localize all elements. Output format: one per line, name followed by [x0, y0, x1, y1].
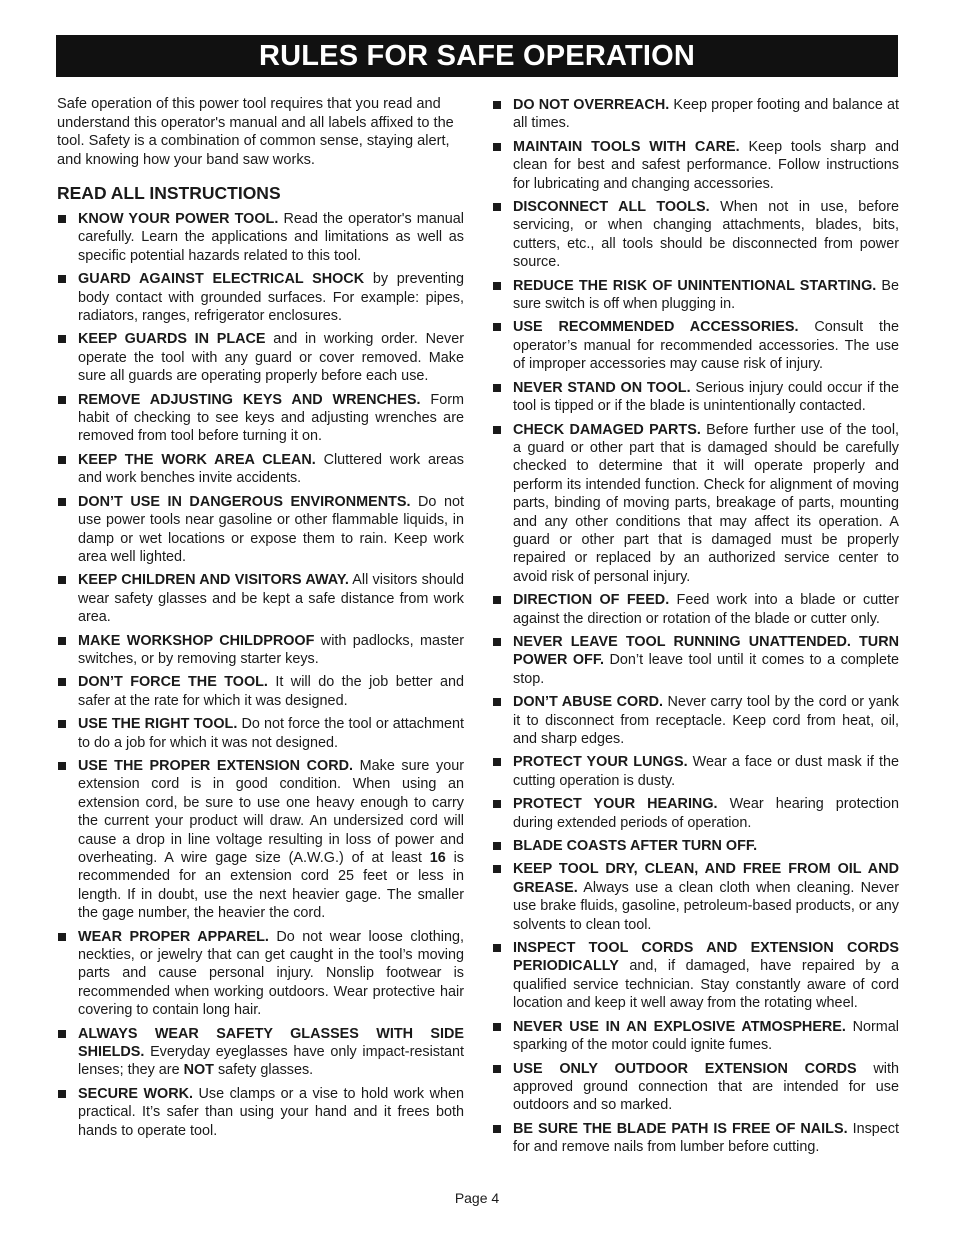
rule-title: SECURE WORK.	[78, 1085, 194, 1102]
rule-text: with approved ground connection that are intended for use outdoors and so marked.	[513, 1060, 899, 1114]
rule-item	[57, 451, 464, 488]
rule-title: DON’T USE IN DANGEROUS ENVIRONMENTS.	[78, 493, 411, 510]
rule-text: Be sure switch is off when plugging in.	[513, 277, 899, 313]
rule-emphasis: 16	[429, 850, 446, 866]
section-heading: READ ALL INSTRUCTIONS	[57, 183, 281, 203]
bullet-square-icon	[493, 143, 501, 151]
rule-item	[57, 210, 464, 265]
bullet-square-icon	[493, 698, 501, 706]
rule-title: KEEP GUARDS IN PLACE	[78, 331, 266, 348]
bullet-square-icon	[58, 456, 66, 464]
rule-item	[57, 928, 464, 1020]
rule-item	[492, 318, 899, 373]
rule-item	[492, 939, 899, 1013]
rule-item	[492, 753, 899, 790]
rule-text: Inspect for and remove nails from lumber before cutting.	[513, 1120, 899, 1156]
rule-item	[492, 96, 899, 133]
rule-title: NEVER USE IN AN EXPLOSIVE ATMOSPHERE.	[513, 1018, 846, 1035]
rule-text: Always use a clean cloth when cleaning. Never use brake fluids, gasoline, petroleum-based products, or any solvents to clean tool.	[513, 879, 899, 933]
rule-item	[57, 673, 464, 710]
rule-text: Serious injury could occur if the tool is tipped or if the blade is unintentionally contacted.	[513, 379, 899, 415]
rule-text: Do not force the tool or attachment to do a job for which it was not designed.	[78, 716, 464, 751]
rule-title: DISCONNECT ALL TOOLS.	[513, 199, 710, 216]
rule-text: Feed work into a blade or cutter against the direction or rotation of the blade or cutter only.	[513, 592, 899, 627]
rule-item	[492, 693, 899, 748]
rule-item	[57, 330, 464, 385]
rule-text: Never carry tool by the cord or yank it to disconnect from receptacle. Keep cord from heat, oil, and sharp edges.	[513, 694, 899, 747]
bullet-square-icon	[58, 396, 66, 404]
rule-text: and in working order. Never operate the tool with any guard or cover removed. Make sure all guards are operating properly before each use.	[78, 331, 464, 385]
rule-title: REMOVE ADJUSTING KEYS AND WRENCHES.	[78, 391, 421, 408]
bullet-square-icon	[58, 720, 66, 728]
right-column	[492, 96, 899, 1162]
rule-text: Before further use of the tool, a guard or other part that is damaged should be carefully checked to determine that it will operate properly and perform its intended function. Check for alignment of moving parts, binding of moving parts, breakage of parts, mounting and any other conditions that may affect its operation. A guard or other part that is damaged must be properly repaired or replaced by an authorized service center to avoid risk of personal injury.	[513, 421, 900, 585]
bullet-square-icon	[58, 215, 66, 223]
bullet-square-icon	[58, 637, 66, 645]
rule-title: PROTECT YOUR LUNGS.	[513, 754, 688, 771]
rule-title: DON’T FORCE THE TOOL.	[78, 674, 268, 691]
bullet-square-icon	[493, 203, 501, 211]
rule-text: It will do the job better and safer at the rate for which it was designed.	[78, 674, 464, 709]
left-rules-list	[57, 210, 464, 1140]
bullet-square-icon	[493, 596, 501, 604]
rule-item	[492, 795, 899, 832]
rule-text: Make sure your extension cord is in good condition. When using an extension cord, be sure to use one heavy enough to carry the current your product will draw. An undersized cord will cause a drop in line voltage resulting in loss of power and overheating. A wire gage size (A.W.G.) of at least	[78, 757, 464, 866]
bullet-square-icon	[493, 1125, 501, 1133]
rule-title: USE THE RIGHT TOOL.	[78, 716, 238, 733]
bullet-square-icon	[58, 762, 66, 770]
rule-text: Everyday eyeglasses have only impact-resistant lenses; they are	[78, 1044, 464, 1079]
rule-item	[57, 493, 464, 567]
rule-item	[492, 138, 899, 193]
rule-item	[57, 270, 464, 325]
intro-paragraph: Safe operation of this power tool requires that you read and understand this operator's manual and all labels affixed to the tool. Safety is a combination of common sense, staying alert, and knowing how your band saw works.	[57, 96, 454, 168]
rule-text: Do not use power tools near gasoline or other flammable liquids, in damp or wet locations or expose them to rain. Keep work area well lighted.	[78, 493, 464, 565]
rule-text: Do not wear loose clothing, neckties, or jewelry that can get caught in the tool’s moving parts and cause personal injury. Nonslip footwear is recommended when working outdoors. Wear protective hair covering to contain long hair.	[78, 928, 464, 1019]
bullet-square-icon	[58, 1030, 66, 1038]
rule-title: USE THE PROPER EXTENSION CORD.	[78, 757, 354, 774]
rule-item	[492, 837, 899, 855]
rule-text: Wear hearing protection during extended periods of operation.	[513, 796, 899, 831]
rule-item	[492, 1018, 899, 1055]
rule-title: KEEP CHILDREN AND VISITORS AWAY.	[78, 572, 349, 589]
bullet-square-icon	[58, 498, 66, 506]
rule-title: WEAR PROPER APPAREL.	[78, 928, 269, 945]
bullet-square-icon	[58, 933, 66, 941]
rule-title: BLADE COASTS AFTER TURN OFF.	[513, 838, 758, 855]
rule-item	[492, 277, 899, 314]
rule-title: DIRECTION OF FEED.	[513, 592, 670, 609]
bullet-square-icon	[493, 384, 501, 392]
rule-title: ALWAYS WEAR SAFETY GLASSES WITH SIDE SHIELDS.	[78, 1025, 464, 1061]
rule-text: Consult the operator’s manual for recommended accessories. The use of improper accessories may cause risk of injury.	[513, 319, 899, 373]
left-column	[57, 95, 464, 1145]
rule-text: Read the operator's manual carefully. Learn the applications and limitations as well as specific potential hazards related to this tool.	[78, 211, 464, 264]
rule-text: and, if damaged, have repaired by a qualified service technician. Stay constantly aware of cord location and keep it well away from the rotating wheel.	[513, 958, 899, 1012]
bullet-square-icon	[493, 282, 501, 290]
bullet-square-icon	[493, 842, 501, 850]
rule-emphasis: NOT	[183, 1062, 214, 1079]
rule-item	[492, 198, 899, 272]
rule-text-continued: safety glasses.	[213, 1062, 314, 1079]
page-title: RULES FOR SAFE OPERATION	[56, 35, 898, 77]
rule-title: USE ONLY OUTDOOR EXTENSION CORDS	[513, 1060, 857, 1077]
bullet-square-icon	[493, 1065, 501, 1073]
rule-item	[57, 391, 464, 446]
rule-text: Keep proper footing and balance at all times.	[513, 97, 899, 132]
rule-title: BE SURE THE BLADE PATH IS FREE OF NAILS.	[513, 1120, 848, 1137]
bullet-square-icon	[493, 944, 501, 952]
rule-text: Normal sparking of the motor could ignite fumes.	[513, 1018, 899, 1054]
bullet-square-icon	[493, 101, 501, 109]
rule-title: NEVER LEAVE TOOL RUNNING UNATTENDED. TURN POWER OFF.	[513, 633, 899, 669]
rule-title: KNOW YOUR POWER TOOL.	[78, 211, 279, 227]
rule-title: KEEP TOOL DRY, CLEAN, AND FREE FROM OIL AND GREASE.	[513, 861, 899, 896]
rule-item	[492, 421, 899, 587]
bullet-square-icon	[493, 758, 501, 766]
rule-title: PROTECT YOUR HEARING.	[513, 796, 718, 813]
bullet-square-icon	[493, 800, 501, 808]
rule-item	[57, 757, 464, 923]
rule-text: by preventing body contact with grounded surfaces. For example: pipes, radiators, ranges, refrigerator enclosures.	[78, 271, 464, 325]
rule-text: Cluttered work areas and work benches invite accidents.	[78, 451, 464, 487]
rule-item	[492, 860, 899, 934]
bullet-square-icon	[493, 426, 501, 434]
rule-title: CHECK DAMAGED PARTS.	[513, 421, 701, 438]
rule-item	[492, 591, 899, 628]
rule-title: USE RECOMMENDED ACCESSORIES.	[513, 319, 799, 336]
rule-title: REDUCE THE RISK OF UNINTENTIONAL STARTING.	[513, 277, 877, 294]
bullet-square-icon	[58, 335, 66, 343]
rule-item	[57, 632, 464, 669]
rule-text: All visitors should wear safety glasses and be kept a safe distance from work area.	[78, 572, 465, 626]
rule-title: MAINTAIN TOOLS WITH CARE.	[513, 138, 740, 155]
bullet-square-icon	[493, 1023, 501, 1031]
rule-text: Don’t leave tool until it comes to a complete stop.	[513, 652, 899, 687]
rule-item	[57, 1025, 464, 1080]
rule-item	[492, 1060, 899, 1115]
bullet-square-icon	[493, 865, 501, 873]
rule-text: Use clamps or a vise to hold work when practical. It’s safer than using your hand and it frees both hands to operate tool.	[78, 1085, 465, 1139]
rule-text: Keep tools sharp and clean for best and safest performance. Follow instructions for lubricating and changing accessories.	[513, 138, 899, 192]
rule-item	[492, 1120, 899, 1157]
rule-title: DON’T ABUSE CORD.	[513, 694, 663, 711]
rule-text: When not in use, before servicing, or when changing attachments, blades, bits, cutters, etc., all tools should be disconnected from power source.	[513, 199, 900, 271]
rule-item	[57, 1085, 464, 1140]
rule-title: INSPECT TOOL CORDS AND EXTENSION CORDS PERIODICALLY	[513, 940, 899, 975]
rule-text: Wear a face or dust mask if the cutting operation is dusty.	[513, 754, 900, 789]
bullet-square-icon	[493, 323, 501, 331]
rule-item	[492, 633, 899, 688]
bullet-square-icon	[58, 678, 66, 686]
bullet-square-icon	[58, 576, 66, 584]
rule-title: GUARD AGAINST ELECTRICAL SHOCK	[78, 271, 365, 288]
page-number: Page 4	[454, 1190, 500, 1206]
rule-text: Form habit of checking to see keys and adjusting wrenches are removed from tool before turning it on.	[78, 391, 464, 445]
rule-text-continued: is recommended for an extension cord 25 feet or less in length. If in doubt, use the next heavier gage. The smaller the gage number, the heavier the cord.	[78, 850, 464, 922]
rule-title: MAKE WORKSHOP CHILDPROOF	[78, 632, 315, 649]
rule-text: with padlocks, master switches, or by removing starter keys.	[78, 632, 464, 667]
right-rules-list	[492, 96, 899, 1157]
rule-item	[57, 571, 464, 626]
bullet-square-icon	[58, 1090, 66, 1098]
rule-title: DO NOT OVERREACH.	[513, 97, 670, 113]
rule-item	[57, 715, 464, 752]
rule-title: KEEP THE WORK AREA CLEAN.	[78, 451, 316, 468]
bullet-square-icon	[493, 638, 501, 646]
rule-item	[492, 379, 899, 416]
bullet-square-icon	[58, 275, 66, 283]
rule-title: NEVER STAND ON TOOL.	[513, 379, 691, 396]
